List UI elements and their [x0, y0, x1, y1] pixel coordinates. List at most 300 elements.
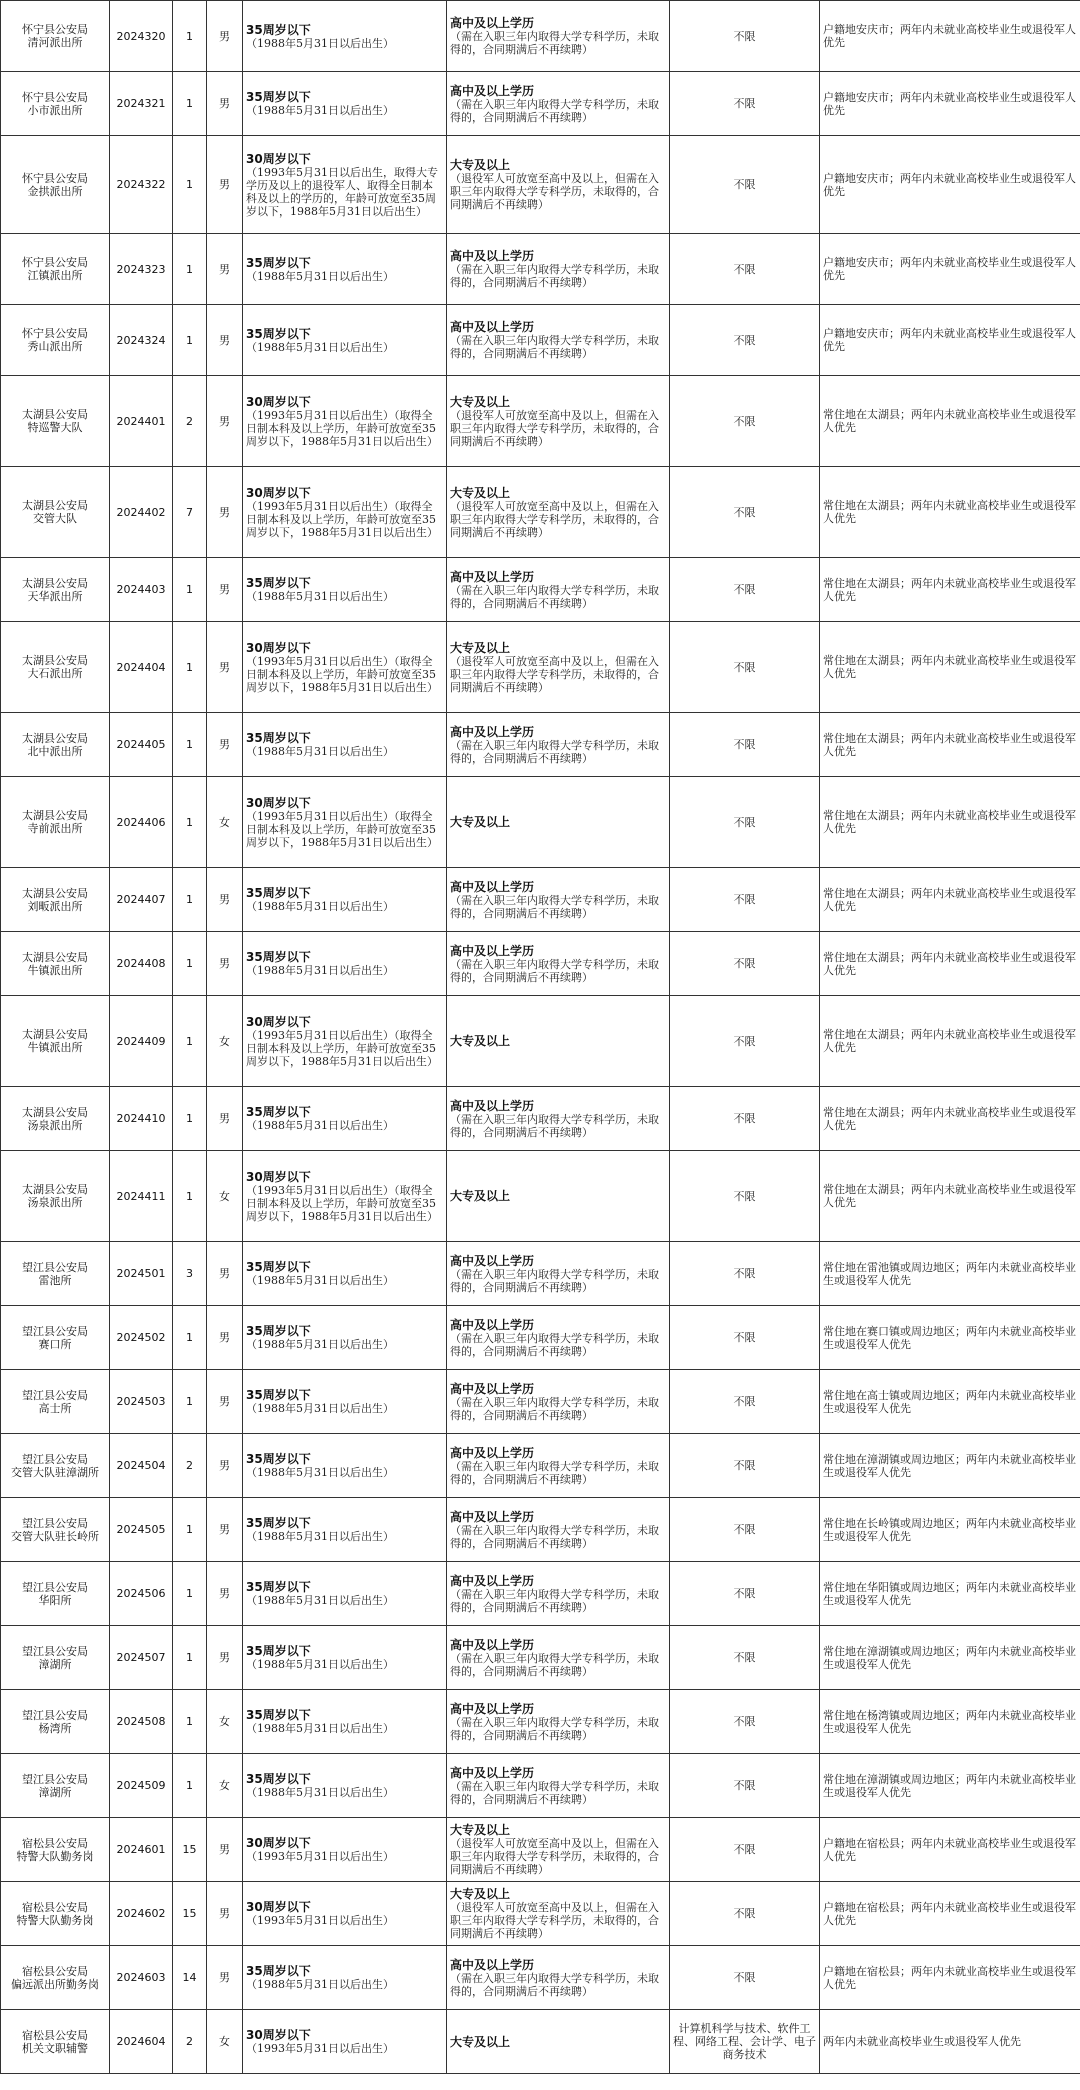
education-requirement: 高中及以上学历: [450, 1098, 535, 1113]
table-row: [1, 136, 1080, 234]
education-requirement: 高中及以上学历: [450, 83, 535, 98]
education-cell: [447, 1087, 670, 1151]
unit-cell: [1, 1434, 110, 1498]
other-conditions-cell: 常住地在太湖县；两年内未就业高校毕业生或退役军人优先: [820, 1087, 1080, 1151]
education-note: （需在入职三年内取得大学专科学历，未取得的，合同期满后不再续聘）: [450, 1267, 659, 1294]
other-conditions-cell: 户籍地安庆市；两年内未就业高校毕业生或退役军人优先: [820, 1, 1080, 72]
age-cell: [243, 1562, 447, 1626]
gender-cell: 男: [207, 1882, 243, 1946]
age-requirement: 30周岁以下: [246, 394, 311, 409]
age-cell: [243, 777, 447, 868]
education-cell: [447, 777, 670, 868]
education-cell: [447, 1306, 670, 1370]
education-requirement: 大专及以上: [450, 815, 511, 829]
table-row: [1, 1562, 1080, 1626]
position-code-cell: 2024602: [110, 1882, 173, 1946]
other-conditions-cell: 常住地在华阳镇或周边地区；两年内未就业高校毕业生或退役军人优先: [820, 1562, 1080, 1626]
education-cell: [447, 1818, 670, 1882]
position-code-cell: 2024401: [110, 376, 173, 467]
headcount-cell: 3: [173, 1242, 207, 1306]
education-cell: [447, 136, 670, 234]
unit-name: 太湖县公安局 汤泉派出所: [22, 1105, 88, 1132]
age-note: （1993年5月31日以后出生）: [246, 1914, 394, 1927]
age-requirement: 35周岁以下: [246, 326, 311, 341]
education-note: （需在入职三年内取得大学专科学历，未取得的，合同期满后不再续聘）: [450, 1523, 659, 1550]
other-conditions-cell: 常住地在太湖县；两年内未就业高校毕业生或退役军人优先: [820, 622, 1080, 713]
education-cell: [447, 1754, 670, 1818]
education-cell: [447, 1946, 670, 2010]
education-note: （需在入职三年内取得大学专科学历，未取得的，合同期满后不再续聘）: [450, 1715, 659, 1742]
age-requirement: 30周岁以下: [246, 640, 311, 655]
unit-name: 太湖县公安局 交管大队: [22, 499, 88, 525]
table-row: [1, 777, 1080, 868]
headcount-cell: 15: [173, 1818, 207, 1882]
age-note: （1988年5月31日以后出生）: [246, 964, 394, 977]
age-note: （1988年5月31日以后出生）: [246, 1338, 394, 1351]
education-note: （需在入职三年内取得大学专科学历，未取得的，合同期满后不再续聘）: [450, 1112, 659, 1139]
age-note: （1988年5月31日以后出生）: [246, 269, 394, 283]
education-note: （需在入职三年内取得大学专科学历，未取得的，合同期满后不再续聘）: [450, 957, 659, 984]
age-cell: [243, 136, 447, 234]
education-note: （需在入职三年内取得大学专科学历，未取得的，合同期满后不再续聘）: [450, 97, 659, 124]
unit-cell: [1, 2010, 110, 2074]
gender-cell: 男: [207, 1306, 243, 1370]
age-requirement: 30周岁以下: [246, 2028, 311, 2042]
unit-cell: [1, 72, 110, 136]
table-row: [1, 1306, 1080, 1370]
other-conditions-cell: 常住地在雷池镇或周边地区；两年内未就业高校毕业生或退役军人优先: [820, 1242, 1080, 1306]
major-cell: 不限: [670, 1434, 820, 1498]
gender-cell: 男: [207, 467, 243, 558]
education-requirement: 高中及以上学历: [450, 943, 535, 958]
age-cell: [243, 2010, 447, 2074]
education-requirement: 高中及以上学历: [450, 1573, 535, 1588]
education-cell: [447, 467, 670, 558]
headcount-cell: 1: [173, 234, 207, 305]
unit-cell: [1, 136, 110, 234]
education-cell: [447, 305, 670, 376]
headcount-cell: 15: [173, 1882, 207, 1946]
headcount-cell: 1: [173, 1151, 207, 1242]
unit-name: 太湖县公安局 大石派出所: [22, 654, 88, 680]
position-code-cell: 2024402: [110, 467, 173, 558]
age-note: （1993年5月31日以后出生）（取得全日制本科及以上学历，年龄可放宽至35周岁以下，1988年5月31日以后出生）: [246, 1183, 438, 1223]
gender-cell: 男: [207, 234, 243, 305]
major-cell: 不限: [670, 713, 820, 777]
age-requirement: 35周岁以下: [246, 1964, 311, 1978]
education-requirement: 大专及以上: [450, 1823, 511, 1837]
age-requirement: 35周岁以下: [246, 1772, 311, 1786]
education-cell: [447, 868, 670, 932]
age-requirement: 35周岁以下: [246, 886, 311, 900]
education-requirement: 高中及以上学历: [450, 1637, 535, 1652]
position-code-cell: 2024404: [110, 622, 173, 713]
table-row: [1, 622, 1080, 713]
unit-cell: [1, 1754, 110, 1818]
education-requirement: 高中及以上学历: [450, 879, 535, 894]
major-cell: 不限: [670, 868, 820, 932]
headcount-cell: 1: [173, 136, 207, 234]
gender-cell: 男: [207, 72, 243, 136]
education-cell: [447, 1562, 670, 1626]
unit-name: 宿松县公安局 偏远派出所勤务岗: [11, 1964, 99, 1991]
age-requirement: 35周岁以下: [246, 950, 311, 964]
other-conditions-cell: 常住地在太湖县；两年内未就业高校毕业生或退役军人优先: [820, 932, 1080, 996]
major-cell: 不限: [670, 305, 820, 376]
education-requirement: 大专及以上: [450, 394, 511, 409]
education-note: （退役军人可放宽至高中及以上，但需在入职三年内取得大学专科学历，未取得的，合同期满后不再续聘）: [450, 172, 659, 211]
gender-cell: 男: [207, 622, 243, 713]
age-cell: [243, 305, 447, 376]
unit-cell: [1, 932, 110, 996]
gender-cell: 男: [207, 1818, 243, 1882]
age-note: （1988年5月31日以后出生）: [246, 900, 394, 913]
gender-cell: 男: [207, 136, 243, 234]
age-note: （1993年5月31日以后出生）（取得全日制本科及以上学历，年龄可放宽至35周岁以下，1988年5月31日以后出生）: [246, 1028, 438, 1068]
position-code-cell: 2024503: [110, 1370, 173, 1434]
age-requirement: 35周岁以下: [246, 1324, 311, 1338]
gender-cell: 男: [207, 1946, 243, 2010]
unit-cell: [1, 1882, 110, 1946]
major-cell: 不限: [670, 72, 820, 136]
education-note: （退役军人可放宽至高中及以上，但需在入职三年内取得大学专科学历，未取得的，合同期满后不再续聘）: [450, 654, 659, 694]
gender-cell: 男: [207, 1562, 243, 1626]
other-conditions-cell: 常住地在太湖县；两年内未就业高校毕业生或退役军人优先: [820, 467, 1080, 558]
age-note: （1988年5月31日以后出生）: [246, 1402, 394, 1415]
unit-cell: [1, 1151, 110, 1242]
unit-name: 太湖县公安局 寺前派出所: [22, 809, 88, 835]
education-note: （需在入职三年内取得大学专科学历，未取得的，合同期满后不再续聘）: [450, 334, 659, 360]
gender-cell: 男: [207, 713, 243, 777]
unit-cell: [1, 1, 110, 72]
position-code-cell: 2024501: [110, 1242, 173, 1306]
age-note: （1993年5月31日以后出生）（取得全日制本科及以上学历，年龄可放宽至35周岁以下，1988年5月31日以后出生）: [246, 408, 438, 448]
major-cell: 不限: [670, 1306, 820, 1370]
position-code-cell: 2024604: [110, 2010, 173, 2074]
education-requirement: 高中及以上学历: [450, 1317, 535, 1332]
education-cell: [447, 72, 670, 136]
table-row: [1, 1434, 1080, 1498]
education-cell: [447, 1242, 670, 1306]
position-code-cell: 2024320: [110, 1, 173, 72]
unit-name: 太湖县公安局 刘畈派出所: [22, 886, 88, 913]
unit-cell: [1, 996, 110, 1087]
gender-cell: 男: [207, 868, 243, 932]
headcount-cell: 1: [173, 1754, 207, 1818]
education-requirement: 大专及以上: [450, 640, 511, 655]
education-requirement: 高中及以上学历: [450, 1253, 535, 1268]
age-cell: [243, 72, 447, 136]
table-row: [1, 467, 1080, 558]
age-requirement: 30周岁以下: [246, 795, 311, 810]
unit-name: 怀宁县公安局 金拱派出所: [22, 171, 88, 198]
other-conditions-cell: 户籍地安庆市；两年内未就业高校毕业生或退役军人优先: [820, 136, 1080, 234]
unit-name: 太湖县公安局 北中派出所: [22, 731, 88, 758]
headcount-cell: 1: [173, 1, 207, 72]
gender-cell: 女: [207, 1690, 243, 1754]
education-note: （需在入职三年内取得大学专科学历，未取得的，合同期满后不再续聘）: [450, 738, 659, 765]
unit-cell: [1, 305, 110, 376]
education-note: （退役军人可放宽至高中及以上，但需在入职三年内取得大学专科学历，未取得的，合同期满后不再续聘）: [450, 1837, 659, 1876]
unit-name: 望江县公安局 高士所: [22, 1388, 88, 1415]
headcount-cell: 1: [173, 1626, 207, 1690]
age-requirement: 35周岁以下: [246, 90, 311, 104]
other-conditions-cell: 常住地在太湖县；两年内未就业高校毕业生或退役军人优先: [820, 868, 1080, 932]
other-conditions-cell: 户籍地安庆市；两年内未就业高校毕业生或退役军人优先: [820, 305, 1080, 376]
education-requirement: 高中及以上学历: [450, 1445, 535, 1460]
education-cell: [447, 2010, 670, 2074]
other-conditions-cell: 常住地在太湖县；两年内未就业高校毕业生或退役军人优先: [820, 376, 1080, 467]
unit-name: 太湖县公安局 天华派出所: [22, 576, 88, 603]
major-cell: 不限: [670, 1370, 820, 1434]
major-cell: 不限: [670, 1946, 820, 2010]
age-note: （1993年5月31日以后出生，取得大专学历及以上的退役军人、取得全日制本科及以上的学历的，年龄可放宽至35周岁以下，1988年5月31日以后出生）: [246, 165, 438, 218]
age-cell: [243, 1498, 447, 1562]
other-conditions-cell: 两年内未就业高校毕业生或退役军人优先: [820, 2010, 1080, 2074]
position-code-cell: 2024509: [110, 1754, 173, 1818]
gender-cell: 女: [207, 1151, 243, 1242]
age-requirement: 35周岁以下: [246, 1105, 311, 1119]
education-requirement: 高中及以上学历: [450, 724, 535, 739]
gender-cell: 男: [207, 1434, 243, 1498]
education-note: （需在入职三年内取得大学专科学历，未取得的，合同期满后不再续聘）: [450, 1779, 659, 1806]
gender-cell: 男: [207, 1087, 243, 1151]
education-cell: [447, 932, 670, 996]
age-cell: [243, 558, 447, 622]
major-cell: 不限: [670, 1, 820, 72]
unit-name: 望江县公安局 交管大队驻长岭所: [11, 1516, 99, 1543]
age-note: （1993年5月31日以后出生）（取得全日制本科及以上学历，年龄可放宽至35周岁以下，1988年5月31日以后出生）: [246, 809, 438, 849]
other-conditions-cell: 户籍地在宿松县；两年内未就业高校毕业生或退役军人优先: [820, 1818, 1080, 1882]
major-cell: 不限: [670, 1754, 820, 1818]
education-cell: [447, 234, 670, 305]
headcount-cell: 1: [173, 1690, 207, 1754]
other-conditions-cell: 常住地在杨湾镇或周边地区；两年内未就业高校毕业生或退役军人优先: [820, 1690, 1080, 1754]
table-body: [1, 1, 1080, 2074]
age-note: （1988年5月31日以后出生）: [246, 1274, 394, 1287]
table-row: [1, 932, 1080, 996]
major-cell: 不限: [670, 1626, 820, 1690]
unit-cell: [1, 713, 110, 777]
major-cell: 不限: [670, 777, 820, 868]
headcount-cell: 1: [173, 713, 207, 777]
unit-cell: [1, 1498, 110, 1562]
education-requirement: 高中及以上学历: [450, 249, 535, 263]
major-cell: 不限: [670, 1498, 820, 1562]
headcount-cell: 1: [173, 932, 207, 996]
education-cell: [447, 622, 670, 713]
other-conditions-cell: 常住地在太湖县；两年内未就业高校毕业生或退役军人优先: [820, 777, 1080, 868]
education-requirement: 高中及以上学历: [450, 320, 535, 334]
unit-cell: [1, 1087, 110, 1151]
unit-name: 望江县公安局 漳湖所: [22, 1644, 88, 1671]
other-conditions-cell: 常住地在太湖县；两年内未就业高校毕业生或退役军人优先: [820, 558, 1080, 622]
education-note: （需在入职三年内取得大学专科学历，未取得的，合同期满后不再续聘）: [450, 1971, 659, 1998]
age-requirement: 35周岁以下: [246, 1516, 311, 1530]
table-row: [1, 1626, 1080, 1690]
education-note: （需在入职三年内取得大学专科学历，未取得的，合同期满后不再续聘）: [450, 583, 659, 610]
table-row: [1, 1882, 1080, 1946]
age-note: （1988年5月31日以后出生）: [246, 104, 394, 117]
major-cell: 不限: [670, 376, 820, 467]
education-note: （需在入职三年内取得大学专科学历，未取得的，合同期满后不再续聘）: [450, 1459, 659, 1486]
age-requirement: 30周岁以下: [246, 1836, 311, 1850]
education-requirement: 大专及以上: [450, 2034, 511, 2049]
age-requirement: 30周岁以下: [246, 1169, 311, 1184]
position-code-cell: 2024322: [110, 136, 173, 234]
age-cell: [243, 1151, 447, 1242]
age-cell: [243, 1882, 447, 1946]
age-cell: [243, 1370, 447, 1434]
major-cell: 不限: [670, 558, 820, 622]
education-requirement: 高中及以上学历: [450, 1765, 535, 1780]
age-cell: [243, 1946, 447, 2010]
headcount-cell: 7: [173, 467, 207, 558]
position-code-cell: 2024502: [110, 1306, 173, 1370]
position-code-cell: 2024601: [110, 1818, 173, 1882]
unit-name: 望江县公安局 交管大队驻漳湖所: [11, 1452, 99, 1479]
position-code-cell: 2024406: [110, 777, 173, 868]
age-note: （1993年5月31日以后出生）（取得全日制本科及以上学历，年龄可放宽至35周岁以下，1988年5月31日以后出生）: [246, 499, 438, 539]
gender-cell: 女: [207, 777, 243, 868]
other-conditions-cell: 常住地在赛口镇或周边地区；两年内未就业高校毕业生或退役军人优先: [820, 1306, 1080, 1370]
headcount-cell: 1: [173, 72, 207, 136]
position-code-cell: 2024410: [110, 1087, 173, 1151]
age-note: （1988年5月31日以后出生）: [246, 1530, 394, 1543]
unit-name: 太湖县公安局 牛镇派出所: [22, 950, 88, 977]
table-row: [1, 1370, 1080, 1434]
age-cell: [243, 1242, 447, 1306]
education-cell: [447, 1882, 670, 1946]
other-conditions-cell: 常住地在太湖县；两年内未就业高校毕业生或退役军人优先: [820, 1151, 1080, 1242]
age-cell: [243, 1690, 447, 1754]
education-cell: [447, 1626, 670, 1690]
unit-cell: [1, 1242, 110, 1306]
age-note: （1993年5月31日以后出生）: [246, 1850, 394, 1863]
other-conditions-cell: 户籍地在宿松县；两年内未就业高校毕业生或退役军人优先: [820, 1882, 1080, 1946]
headcount-cell: 1: [173, 1562, 207, 1626]
other-conditions-cell: 常住地在太湖县；两年内未就业高校毕业生或退役军人优先: [820, 713, 1080, 777]
gender-cell: 男: [207, 1370, 243, 1434]
other-conditions-cell: 户籍地安庆市；两年内未就业高校毕业生或退役军人优先: [820, 72, 1080, 136]
unit-cell: [1, 234, 110, 305]
education-requirement: 高中及以上学历: [450, 1957, 535, 1972]
gender-cell: 女: [207, 2010, 243, 2074]
age-note: （1988年5月31日以后出生）: [246, 1466, 394, 1479]
unit-name: 太湖县公安局 牛镇派出所: [22, 1028, 88, 1054]
unit-cell: [1, 467, 110, 558]
position-code-cell: 2024324: [110, 305, 173, 376]
unit-name: 太湖县公安局 特巡警大队: [22, 408, 88, 434]
unit-cell: [1, 1626, 110, 1690]
gender-cell: 男: [207, 1242, 243, 1306]
unit-cell: [1, 1370, 110, 1434]
age-requirement: 30周岁以下: [246, 1900, 311, 1914]
age-note: （1988年5月31日以后出生）: [246, 340, 394, 354]
unit-name: 怀宁县公安局 小市派出所: [22, 90, 88, 117]
unit-name: 怀宁县公安局 江镇派出所: [22, 256, 88, 282]
unit-cell: [1, 1818, 110, 1882]
headcount-cell: 1: [173, 622, 207, 713]
major-cell: 不限: [670, 467, 820, 558]
position-code-cell: 2024407: [110, 868, 173, 932]
headcount-cell: 1: [173, 558, 207, 622]
education-cell: [447, 713, 670, 777]
other-conditions-cell: 常住地在漳湖镇或周边地区；两年内未就业高校毕业生或退役军人优先: [820, 1754, 1080, 1818]
age-requirement: 30周岁以下: [246, 151, 311, 166]
gender-cell: 男: [207, 558, 243, 622]
gender-cell: 男: [207, 376, 243, 467]
age-note: （1993年5月31日以后出生）（取得全日制本科及以上学历，年龄可放宽至35周岁以下，1988年5月31日以后出生）: [246, 654, 438, 694]
unit-cell: [1, 622, 110, 713]
unit-name: 望江县公安局 华阳所: [22, 1580, 88, 1607]
gender-cell: 男: [207, 305, 243, 376]
age-cell: [243, 1087, 447, 1151]
age-note: （1988年5月31日以后出生）: [246, 1658, 394, 1671]
other-conditions-cell: 常住地在长岭镇或周边地区；两年内未就业高校毕业生或退役军人优先: [820, 1498, 1080, 1562]
other-conditions-cell: 常住地在漳湖镇或周边地区；两年内未就业高校毕业生或退役军人优先: [820, 1626, 1080, 1690]
table-row: [1, 1242, 1080, 1306]
age-cell: [243, 1306, 447, 1370]
headcount-cell: 1: [173, 1306, 207, 1370]
age-requirement: 35周岁以下: [246, 1388, 311, 1402]
gender-cell: 女: [207, 996, 243, 1087]
gender-cell: 男: [207, 1498, 243, 1562]
unit-name: 怀宁县公安局 秀山派出所: [22, 327, 88, 353]
unit-name: 宿松县公安局 机关文职辅警: [22, 2028, 88, 2055]
age-requirement: 35周岁以下: [246, 255, 311, 270]
headcount-cell: 2: [173, 1434, 207, 1498]
age-note: （1988年5月31日以后出生）: [246, 1722, 394, 1735]
age-note: （1988年5月31日以后出生）: [246, 1786, 394, 1799]
education-note: （需在入职三年内取得大学专科学历，未取得的，合同期满后不再续聘）: [450, 30, 659, 56]
education-requirement: 高中及以上学历: [450, 569, 535, 584]
position-code-cell: 2024321: [110, 72, 173, 136]
position-code-cell: 2024506: [110, 1562, 173, 1626]
gender-cell: 男: [207, 1, 243, 72]
age-cell: [243, 234, 447, 305]
gender-cell: 男: [207, 932, 243, 996]
other-conditions-cell: 常住地在高士镇或周边地区；两年内未就业高校毕业生或退役军人优先: [820, 1370, 1080, 1434]
education-cell: [447, 1690, 670, 1754]
education-cell: [447, 996, 670, 1087]
headcount-cell: 1: [173, 1498, 207, 1562]
age-note: （1988年5月31日以后出生）: [246, 1978, 394, 1991]
major-cell: 不限: [670, 1562, 820, 1626]
table-row: [1, 1498, 1080, 1562]
age-note: （1988年5月31日以后出生）: [246, 1594, 394, 1607]
table-row: [1, 1946, 1080, 2010]
unit-name: 望江县公安局 雷池所: [22, 1260, 88, 1287]
unit-name: 怀宁县公安局 清河派出所: [22, 23, 88, 49]
age-requirement: 35周岁以下: [246, 576, 311, 590]
table-row: [1, 1818, 1080, 1882]
table-row: [1, 1690, 1080, 1754]
position-code-cell: 2024507: [110, 1626, 173, 1690]
table-row: [1, 1087, 1080, 1151]
education-requirement: 大专及以上: [450, 1189, 511, 1203]
major-cell: 不限: [670, 1818, 820, 1882]
unit-name: 太湖县公安局 汤泉派出所: [22, 1183, 88, 1209]
education-note: （需在入职三年内取得大学专科学历，未取得的，合同期满后不再续聘）: [450, 893, 659, 920]
major-cell: 不限: [670, 1242, 820, 1306]
table-row: [1, 305, 1080, 376]
age-requirement: 35周岁以下: [246, 731, 311, 745]
unit-name: 宿松县公安局 特警大队勤务岗: [16, 1900, 94, 1927]
position-code-cell: 2024403: [110, 558, 173, 622]
major-cell: 不限: [670, 1151, 820, 1242]
gender-cell: 男: [207, 1626, 243, 1690]
